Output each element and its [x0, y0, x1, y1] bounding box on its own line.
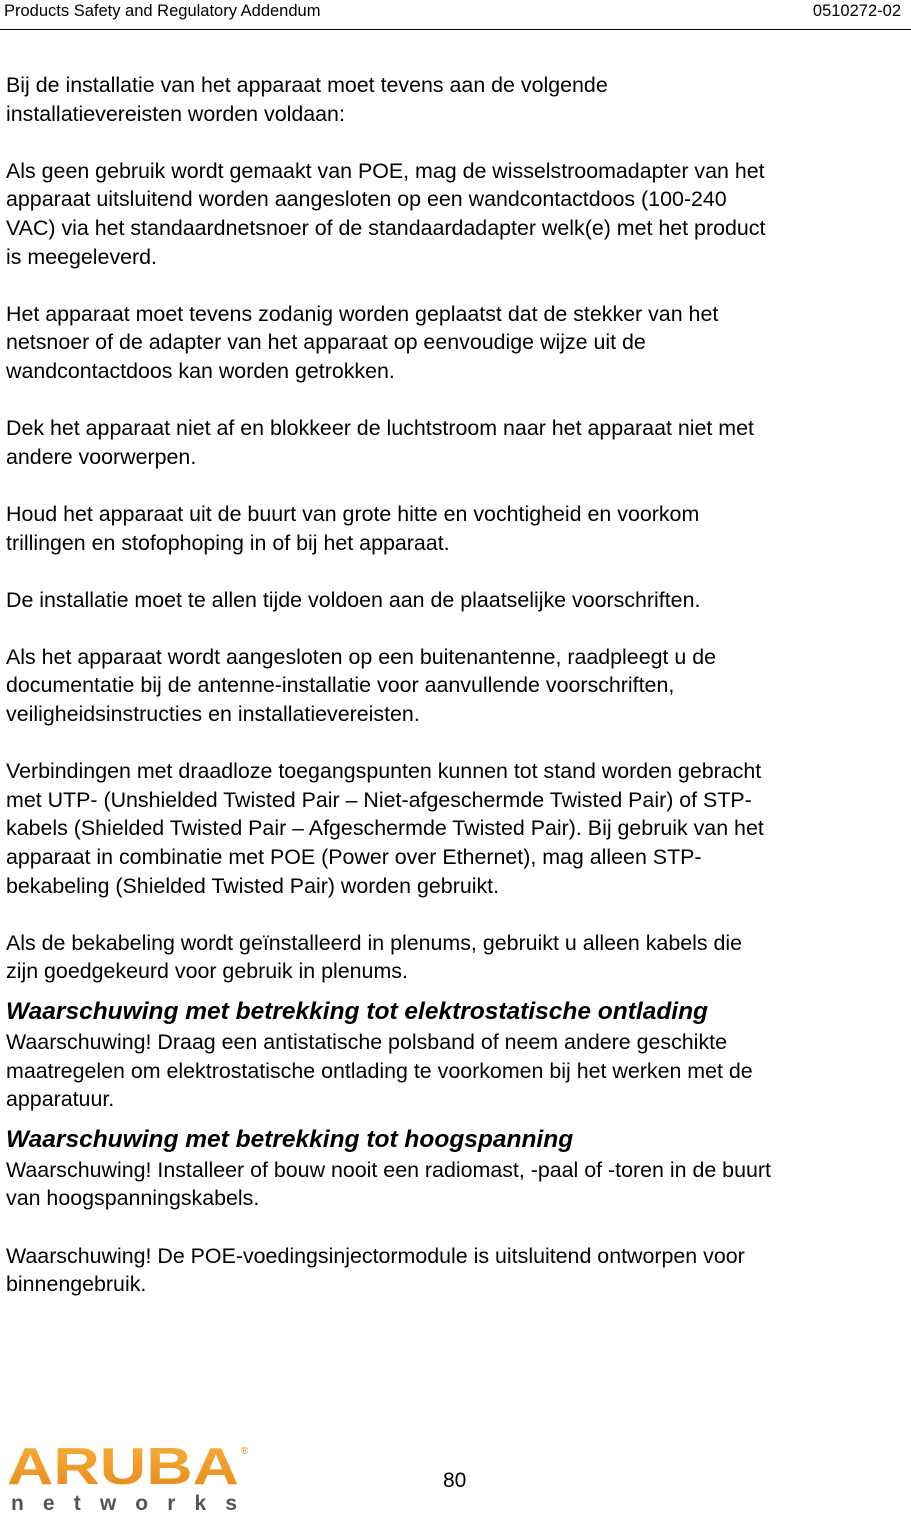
text-line: VAC) via het standaardnetsnoer of de standaardadapter welk(e) met het product [6, 215, 766, 240]
text-line: zijn goedgekeurd voor gebruik in plenums. [6, 959, 408, 984]
text-line: netsnoer of de adapter van het apparaat op eenvoudige wijze uit de [6, 330, 646, 355]
paragraph-cabling [6, 757, 906, 900]
text-line: Verbindingen met draadloze toegangspunten kunnen tot stand worden gebracht [6, 759, 762, 784]
text-line: veiligheidsinstructies en installatievereisten. [6, 702, 420, 727]
text-line: Bij de installatie van het apparaat moet tevens aan de volgende [6, 73, 608, 97]
paragraph-esd-warning [6, 1028, 906, 1114]
paragraph-poe-injector-warning [6, 1242, 906, 1299]
text-line: apparaat uitsluitend worden aangesloten op een wandcontactdoos (100-240 [6, 187, 727, 212]
text-line: trillingen en stofophoping in of bij het apparaat. [6, 530, 450, 555]
paragraph-installation-requirements [6, 71, 906, 128]
text-line: Als geen gebruik wordt gemaakt van POE, mag de wisselstroomadapter van het [6, 158, 765, 183]
text-line: wandcontactdoos kan worden getrokken. [6, 358, 395, 383]
logo-registered-mark: ® [241, 1446, 249, 1457]
aruba-networks-logo [5, 1440, 250, 1512]
text-line: Waarschuwing! De POE-voedingsinjectormodule is uitsluitend ontworpen voor [6, 1243, 745, 1268]
text-line: is meegeleverd. [6, 244, 157, 269]
text-line: Houd het apparaat uit de buurt van grote hitte en vochtigheid en voorkom [6, 501, 700, 526]
text-line: Als het apparaat wordt aangesloten op een buitenantenne, raadpleegt u de [6, 644, 717, 669]
paragraph-airflow [6, 414, 906, 471]
text-line: andere voorwerpen. [6, 444, 197, 469]
page-number: 80 [443, 1469, 467, 1492]
paragraph-heat-humidity [6, 500, 906, 557]
text-line: Waarschuwing! Draag een antistatische polsband of neem andere geschikte [6, 1030, 727, 1054]
text-line: documentatie bij de antenne-installatie voor aanvullende voorschriften, [6, 673, 675, 698]
paragraph-plenum [6, 929, 906, 986]
text-line: van hoogspanningskabels. [6, 1186, 260, 1211]
text-line: Dek het apparaat niet af en blokkeer de luchtstroom naar het apparaat niet met [6, 416, 754, 441]
document-title: Products Safety and Regulatory Addendum [4, 2, 321, 20]
page-header [0, 0, 911, 30]
heading-esd-warning: Waarschuwing met betrekking tot elektrostatische ontlading [6, 998, 709, 1025]
text-line: Als de bekabeling wordt geïnstalleerd in plenums, gebruikt u alleen kabels die [6, 930, 743, 955]
text-line: installatievereisten worden voldaan: [6, 101, 345, 126]
paragraph-local-regulations [6, 586, 906, 615]
logo-wordmark: ARUBA [7, 1440, 239, 1496]
text-line: apparaat in combinatie met POE (Power over Ethernet), mag alleen STP- [6, 845, 702, 870]
text-line: binnengebruik. [6, 1272, 147, 1297]
paragraph-ac-adapter [6, 157, 906, 271]
body-text [6, 71, 906, 1327]
text-line: De installatie moet te allen tijde voldoen aan de plaatselijke voorschriften. [6, 587, 701, 612]
paragraph-placement [6, 300, 906, 386]
paragraph-outdoor-antenna [6, 643, 906, 729]
heading-high-voltage-warning: Waarschuwing met betrekking tot hoogspanning [6, 1125, 574, 1153]
text-line: Waarschuwing! Installeer of bouw nooit een radiomast, -paal of -toren in de buurt [6, 1157, 771, 1182]
paragraph-high-voltage-warning [6, 1156, 906, 1213]
text-line: bekabeling (Shielded Twisted Pair) worden gebruikt. [6, 873, 500, 898]
text-line: kabels (Shielded Twisted Pair – Afgeschermde Twisted Pair). Bij gebruik van het [6, 816, 764, 841]
document-number: 0510272-02 [812, 2, 901, 20]
text-line: Het apparaat moet tevens zodanig worden geplaatst dat de stekker van het [6, 301, 719, 326]
text-line: met UTP- (Unshielded Twisted Pair – Niet-afgeschermde Twisted Pair) of STP- [6, 787, 752, 812]
text-line: apparatuur. [6, 1087, 115, 1112]
logo-subtitle: networks [11, 1492, 238, 1512]
text-line: maatregelen om elektrostatische ontlading te voorkomen bij het werken met de [6, 1058, 753, 1083]
